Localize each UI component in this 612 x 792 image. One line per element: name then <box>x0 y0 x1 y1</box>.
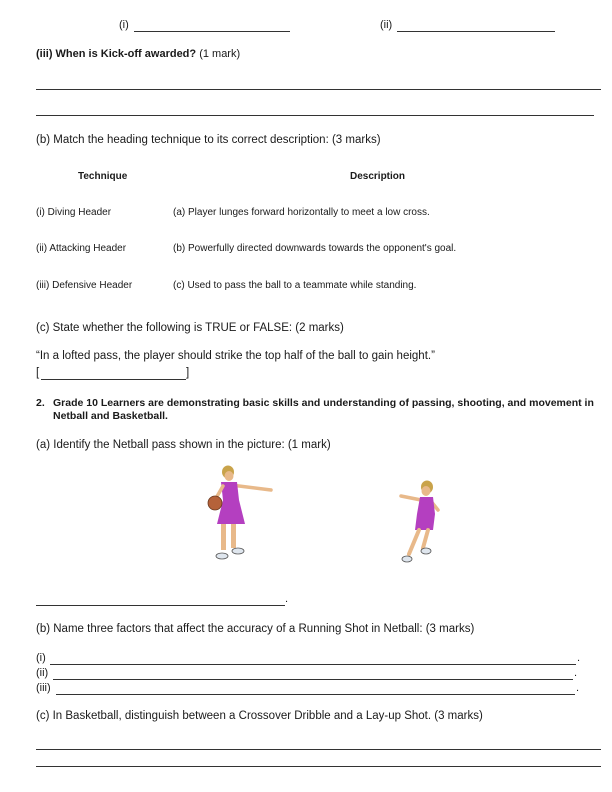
answer-period: . <box>285 593 289 605</box>
answer-line[interactable] <box>36 115 594 116</box>
question-b-prompt: (b) Match the heading technique to its correct description: (3 marks) <box>36 134 381 146</box>
question-2b-prompt: (b) Name three factors that affect the accuracy of a Running Shot in Netball: (3 marks) <box>36 623 475 635</box>
question-iii-text: (iii) When is Kick-off awarded? <box>36 48 197 60</box>
question-2-heading-cont: Netball and Basketball. <box>53 410 168 422</box>
factor-answer-line[interactable] <box>53 679 573 680</box>
answer-open-bracket: [ <box>36 367 40 379</box>
blank-i-label: (i) <box>119 19 129 31</box>
question-2-number: 2. <box>36 397 45 409</box>
answer-line[interactable] <box>36 766 601 767</box>
question-c-prompt: (c) State whether the following is TRUE or FALSE: (2 marks) <box>36 322 344 334</box>
column-header-technique: Technique <box>78 171 128 182</box>
answer-line[interactable] <box>36 605 285 606</box>
true-false-answer-line[interactable] <box>41 379 186 380</box>
answer-line[interactable] <box>36 749 601 750</box>
factor-answer-line[interactable] <box>56 694 575 695</box>
question-iii <box>36 48 240 61</box>
question-2-heading: Grade 10 Learners are demonstrating basic skills and understanding of passing, shooting, and movement in <box>53 397 594 409</box>
factor-answer-line[interactable] <box>50 664 576 665</box>
netball-player-receiving <box>401 481 438 563</box>
answer-line[interactable] <box>36 89 601 90</box>
question-2c-prompt: (c) In Basketball, distinguish between a Crossover Dribble and a Lay-up Shot. (3 marks) <box>36 710 483 722</box>
netball-ball-icon <box>208 496 222 510</box>
technique-item: (i) Diving Header <box>36 207 112 218</box>
question-iii-marks: (1 mark) <box>199 48 241 60</box>
question-2a-prompt: (a) Identify the Netball pass shown in the picture: (1 mark) <box>36 439 331 451</box>
technique-item: (iii) Defensive Header <box>36 280 133 291</box>
description-item: (c) Used to pass the ball to a teammate while standing. <box>173 280 417 291</box>
factor-label: (i) <box>36 652 46 664</box>
technique-item: (ii) Attacking Header <box>36 243 127 254</box>
factor-label: (iii) <box>36 682 51 694</box>
factor-period: . <box>576 682 580 694</box>
factor-label: (ii) <box>36 667 49 679</box>
question-c-statement: “In a lofted pass, the player should strike the top half of the ball to gain height.” <box>36 350 435 362</box>
description-item: (a) Player lunges forward horizontally to meet a low cross. <box>173 207 430 218</box>
netball-player-with-ball <box>208 466 271 560</box>
blank-ii-label: (ii) <box>380 19 393 31</box>
blank-i-line[interactable] <box>134 31 290 32</box>
netball-pass-illustration <box>195 462 455 577</box>
factor-period: . <box>574 667 578 679</box>
blank-ii-line[interactable] <box>397 31 555 32</box>
description-item: (b) Powerfully directed downwards towards the opponent's goal. <box>173 243 457 254</box>
answer-close-bracket: ] <box>186 367 190 379</box>
factor-period: . <box>577 652 581 664</box>
column-header-description: Description <box>350 171 406 182</box>
